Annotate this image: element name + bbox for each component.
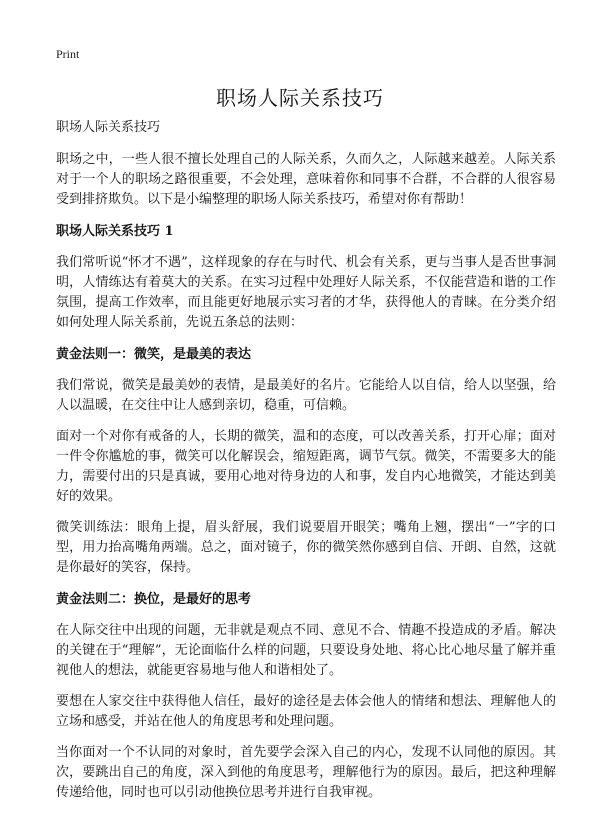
rule1-paragraph-1: 我们常说，微笑是最美妙的表情，是最美好的名片。它能给人以自信，给人以坚强，给人以温暖，在交往中让人感到亲切，稳重，可信赖。 <box>56 378 556 413</box>
section-heading-1: 职场人际关系技巧 1 <box>56 224 174 239</box>
rule1-heading: 黄金法则一：微笑，是最美的表达 <box>56 347 252 362</box>
rule2-paragraph-3: 当你面对一个不认同的对象时，首先要学会深入自己的内心，发现不认同他的原因。其次，要跳出自己的角度，深入到他的角度思考，理解他行为的原因。最后，把这种理解传递给他，同时也可以引动他换位思考并进行自我审视。 <box>56 745 556 800</box>
rule1-paragraph-3: 微笑训练法：眼角上提，眉头舒展，我们说要眉开眼笑；嘴角上翘，摆出“一”字的口型，用力抬高嘴角两端。总之，面对镜子，你的微笑然你感到自信、开朗、自然，这就是你最好的笑容，保持。 <box>56 520 556 575</box>
intro-paragraph: 职场之中，一些人很不擅长处理自己的人际关系，久而久之，人际越来越差。人际关系对于一个人的职场之路很重要，不会处理，意味着你和同事不合群，不合群的人很容易受到排挤欺负。以下是小编整理的职场人际关系技巧，希望对你有帮助！ <box>56 152 556 207</box>
rule1-paragraph-2: 面对一个对你有戒备的人，长期的微笑，温和的态度，可以改善关系，打开心扉；面对一件令你尴尬的事，微笑可以化解误会，缩短距离，调节气氛。微笑，不需要多大的能力，需要付出的只是真诚，要用心地对待身边的人和事，发自内心地微笑，才能达到美好的效果。 <box>56 429 556 504</box>
rule2-paragraph-1: 在人际交往中出现的问题，无非就是观点不同、意见不合、情趣不投造成的矛盾。解决的关键在于“理解”，无论面临什么样的问题，只要设身处地、将心比心地尽量了解并重视他人的想法，就能更容易地与他人和谐相处了。 <box>56 623 556 678</box>
print-link[interactable]: Print <box>56 47 80 61</box>
article-subtitle: 职场人际关系技巧 <box>56 120 161 135</box>
section1-paragraph: 我们常听说“怀才不遇”，这样现象的存在与时代、机会有关系，更与当事人是否世事洞明，人情练达有着莫大的关系。在实习过程中处理好人际关系，不仅能营造和谐的工作氛围，提高工作效率，而且能更好地展示实习者的才华，获得他人的青睐。在分类介绍如何处理人际关系前，先说五条总的法则： <box>56 255 556 330</box>
article-body <box>56 118 556 814</box>
rule2-heading: 黄金法则二：换位，是最好的思考 <box>56 592 252 607</box>
rule2-paragraph-2: 要想在人家交往中获得他人信任，最好的途径是去体会他人的情绪和想法、理解他人的立场和感受，并站在他人的角度思考和处理问题。 <box>56 694 556 729</box>
page-title: 职场人际关系技巧 <box>216 86 384 110</box>
